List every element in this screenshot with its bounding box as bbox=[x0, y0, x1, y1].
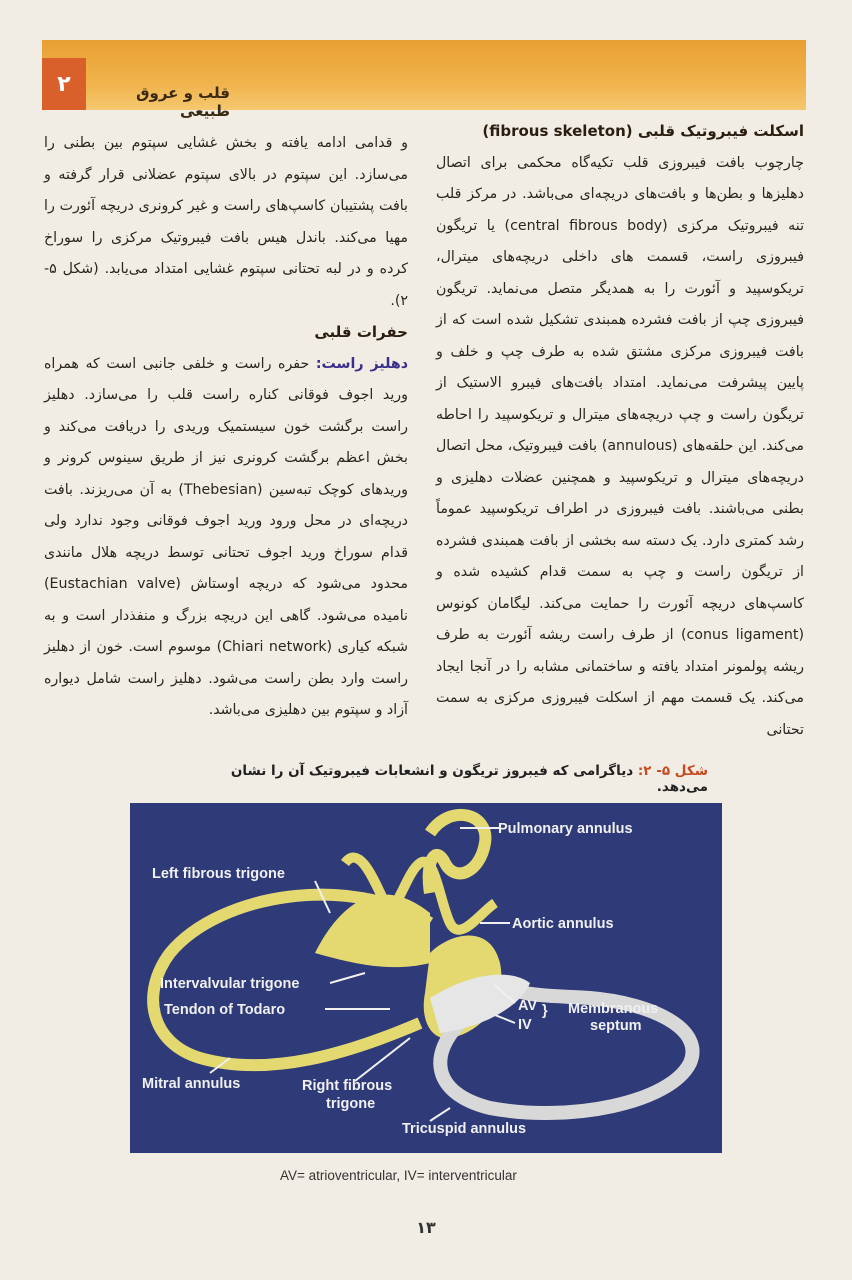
label-membranous: Membranous bbox=[568, 1001, 659, 1017]
label-trigone: trigone bbox=[326, 1096, 376, 1112]
paragraph-membranous-septum: و قدامی ادامه یافته و بخش غشایی سپتوم بین بطنی را می‌سازد. این سپتوم در بالای سپتوم عضلانی قرار گرفته و بافت پشتیبان کاسپ‌های راست و غیر کرونری دریچه آئورت را مهیا می‌کند. باندل هیس بافت فیبروتیک مرکزی را سوراخ کرده و در لبه تحتانی سپتوم غشایی امتداد می‌یابد. (شکل ۵- ۲). bbox=[44, 135, 408, 309]
diagram-svg bbox=[130, 803, 722, 1153]
label-aortic-annulus: Aortic annulus bbox=[512, 916, 614, 932]
left-column bbox=[44, 128, 408, 727]
page-number: ۱۳ bbox=[416, 1218, 436, 1237]
iv-leader bbox=[495, 1015, 515, 1023]
label-iv: IV bbox=[518, 1017, 532, 1033]
paragraph-fibrous-skeleton: چارچوب بافت فیبروزی قلب تکیه‌گاه محکمی برای اتصال دهلیزها و بطن‌ها و بافت‌های دریچه‌ای می‌باشد. در مرکز قلب تنه فیبروتیک مرکزی (central fibrous body) یا تریگون فیبروزی راست، قسمت های داخلی دریچه‌های میترال، تریکوسپید و آئورت را به همدیگر متصل می‌نماید. تریگون فیبروزی چپ از بافت فشرده همبندی تشکیل شده است که از بافت فیبروزی مرکزی مشتق شده به طرف چپ و خلف و پایین پیشرفت می‌نماید. امتداد بافت‌های فیبرو الاستیک از تریگون راست و چپ دریچه‌های میترال و تریکوسپید را احاطه می‌کند. این حلقه‌های (annulous) بافت فیبروتیک، محل اتصال دریچه‌های میترال و تریکوسپید و همچنین عضلات دهلیزی و بطنی می‌باشند. بافت فیبروزی در اطراف تریکوسپید عموماً رشد کمتری دارد. یک دسته سه بخشی از بافت همبندی فشرده از تریگون راست و چپ به سمت قدام کشیده شده و کاسپ‌های دریچه آئورت را حمایت می‌کند. لیگامان کونوس (conus ligament) از طرف راست ریشه آئورت به طرف ریشه پولمونر امتداد یافته و ساختمانی مشابه را در آنجا ایجاد می‌کند. یک قسمت مهم از اسکلت فیبروزی مرکزی به سمت تحتانی bbox=[436, 154, 805, 738]
paragraph-right-atrium-text: حفره راست و خلفی جانبی است که همراه ورید اجوف فوقانی کناره راست قلب را می‌سازد. دهلیز راست برگشت خون سیستمیک وریدی را دریافت می‌کند و بخش اعظم برگشت کرونری نیز از طریق سینوس کرونر و وریدهای کوچک تبه‌سین (Thebesian) به آن می‌ریزند. بافت دریچه‌ای در محل ورود ورید اجوف فوقانی وجود ندارد ولی قدام سوراخ ورید اجوف تحتانی توسط دریچه هلال مانندی محدود می‌شود که دریچه اوستاش (Eustachian valve) نامیده می‌شود. گاهی این دریچه بزرگ و منفذدار است و به شبکه کیاری (Chiari network) موسوم است. خون از دهلیز راست وارد بطن راست می‌شود. دهلیز راست شامل دیواره آزاد و سپتوم بین دهلیزی می‌باشد. bbox=[44, 355, 408, 718]
label-right-fibrous: Right fibrous bbox=[302, 1078, 393, 1094]
label-tendon-of-todaro: Tendon of Todaro bbox=[164, 1002, 286, 1018]
label-intervalvular-trigone: Intervalvular trigone bbox=[160, 976, 300, 992]
figure-caption bbox=[200, 763, 708, 795]
tricuspid-leader bbox=[430, 1108, 450, 1121]
right-column bbox=[436, 116, 804, 746]
figure-caption-label: شکل ۵- ۲: bbox=[637, 763, 708, 779]
fibrous-skeleton-diagram bbox=[130, 803, 722, 1153]
label-mitral-annulus: Mitral annulus bbox=[142, 1076, 241, 1092]
label-septum: septum bbox=[590, 1018, 642, 1034]
runin-right-atrium: دهلیز راست: bbox=[315, 355, 409, 372]
section-heading-cardiac-chambers: حفرات قلبی bbox=[314, 323, 408, 341]
label-pulmonary-annulus: Pulmonary annulus bbox=[498, 821, 633, 837]
label-left-fibrous-trigone: Left fibrous trigone bbox=[152, 866, 285, 882]
label-tricuspid-annulus: Tricuspid annulus bbox=[402, 1121, 527, 1137]
label-av: AV bbox=[518, 998, 538, 1014]
intervalvular-leader bbox=[330, 973, 365, 983]
brace-icon: } bbox=[542, 1003, 548, 1019]
running-title: قلب و عروق طبیعی bbox=[136, 84, 230, 120]
paragraph-right-atrium bbox=[44, 349, 408, 727]
left-trigone-shape bbox=[315, 894, 430, 967]
tricuspid-annulus-dash bbox=[479, 1043, 670, 1094]
chapter-number: ۲ bbox=[42, 58, 86, 110]
figure-abbreviation-note: AV= atrioventricular, IV= interventricular bbox=[280, 1168, 517, 1183]
figure-caption-text: دیاگرامی که فیبروز تریگون و انشعابات فیبروتیک آن را نشان می‌دهد. bbox=[230, 763, 708, 795]
section-heading-fibrous-skeleton: اسکلت فیبروتیک قلبی (fibrous skeleton) bbox=[482, 122, 804, 140]
